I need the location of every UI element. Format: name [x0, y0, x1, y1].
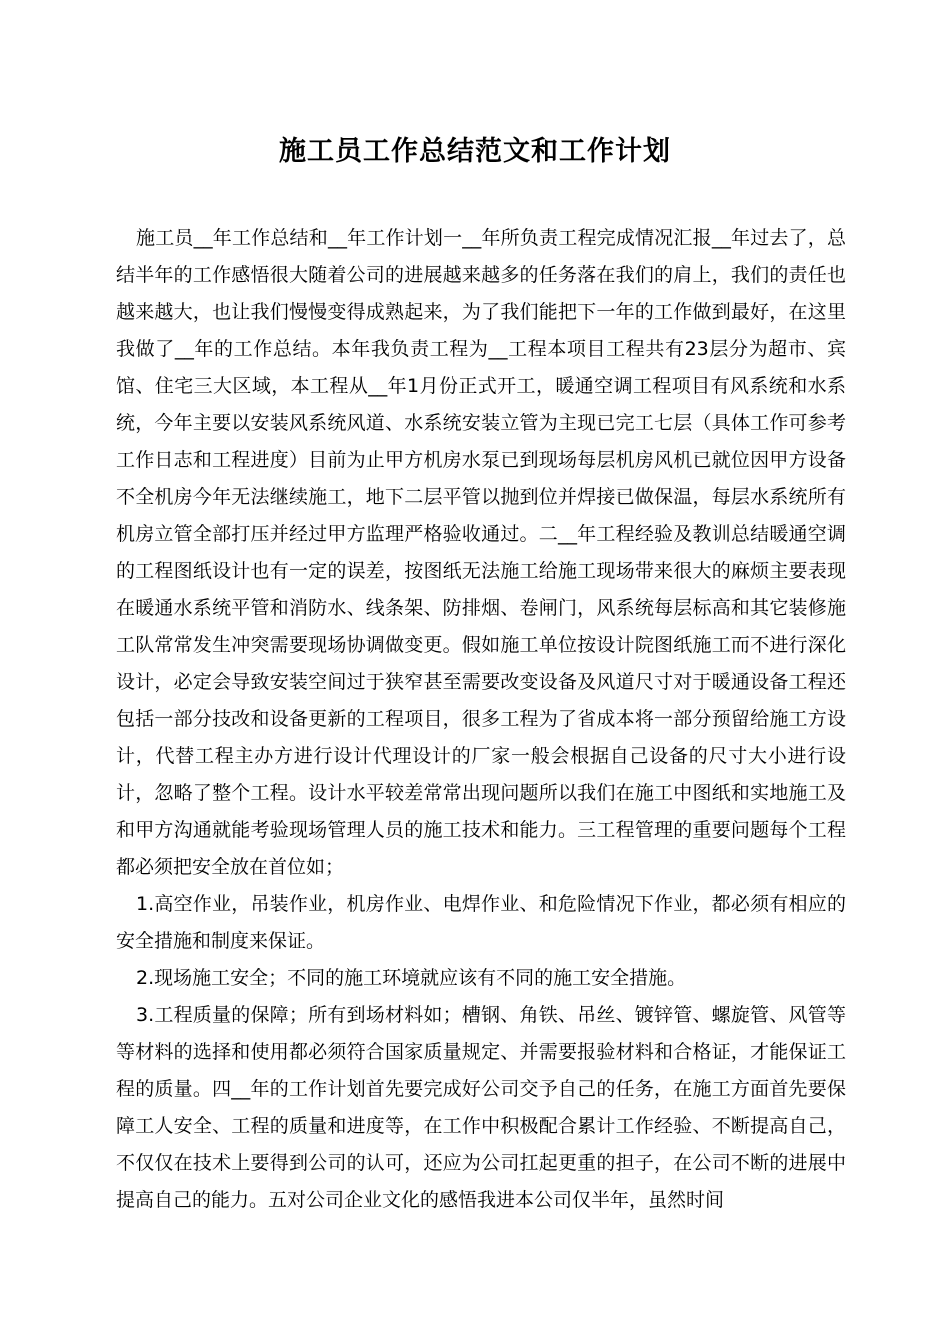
paragraph-item-3: 3.工程质量的保障；所有到场材料如；槽钢、角铁、吊丝、镀锌管、螺旋管、风管等等材料的选择和使用都必须符合国家质量规定、并需要报验材料和合格证，才能保证工程的质量。四__年的工作计划首先要完成好公司交予自己的任务，在施工方面首先要保障工人安全、工程的质量和进度等，在工作中积极配合累计工作经验、不断提高自己，不仅仅在技术上要得到公司的认可，还应为公司扛起更重的担子，在公司不断的进展中提高自己的能力。五对公司企业文化的感悟我进本公司仅半年，虽然时间: [116, 1004, 846, 1211]
paragraph-item-2: 2.现场施工安全；不同的施工环境就应该有不同的施工安全措施。: [136, 967, 687, 989]
document-title: 施工员工作总结范文和工作计划: [279, 136, 671, 167]
paragraph-summary: 施工员__年工作总结和__年工作计划一__年所负责工程完成情况汇报__年过去了，总结半年的工作感悟很大随着公司的进展越来越多的任务落在我们的肩上，我们的责任也越来越大，也让我们慢慢变得成熟起来，为了我们能把下一年的工作做到最好，在这里我做了__年的工作总结。本年我负责工程为__工程本项目工程共有23层分为超市、宾馆、住宅三大区域，本工程从__年1月份正式开工，暖通空调工程项目有风系统和水系统，今年主要以安装风系统风道、水系统安装立管为主现已完工七层（具体工作可参考工作日志和工程进度）目前为止甲方机房水泵已到现场每层机房风机已就位因甲方设备不全机房今年无法继续施工，地下二层平管以抛到位并焊接已做保温，每层水系统所有机房立管全部打压并经过甲方监理严格验收通过。二__年工程经验及教训总结暖通空调的工程图纸设计也有一定的误差，按图纸无法施工给施工现场带来很大的麻烦主要表现在暖通水系统平管和消防水、线条架、防排烟、卷闸门，风系统每层标高和其它装修施工队常常发生冲突需要现场协调做变更。假如施工单位按设计院图纸施工而不进行深化设计，必定会导致安装空间过于狭窄甚至需要改变设备及风道尺寸对于暖通设备工程还包括一部分技改和设备更新的工程项目，很多工程为了省成本将一部分预留给施工方设计，代替工程主办方进行设计代理设计的厂家一般会根据自己设备的尺寸大小进行设计，忽略了整个工程。设计水平较差常常出现问题所以我们在施工中图纸和实地施工及和甲方沟通就能考验现场管理人员的施工技术和能力。三工程管理的重要问题每个工程都必须把安全放在首位如；: [116, 227, 846, 878]
paragraph-item-1: 1.高空作业，吊装作业，机房作业、电焊作业、和危险情况下作业，都必须有相应的安全措施和制度来保证。: [116, 893, 846, 952]
document-body: [116, 220, 846, 1219]
